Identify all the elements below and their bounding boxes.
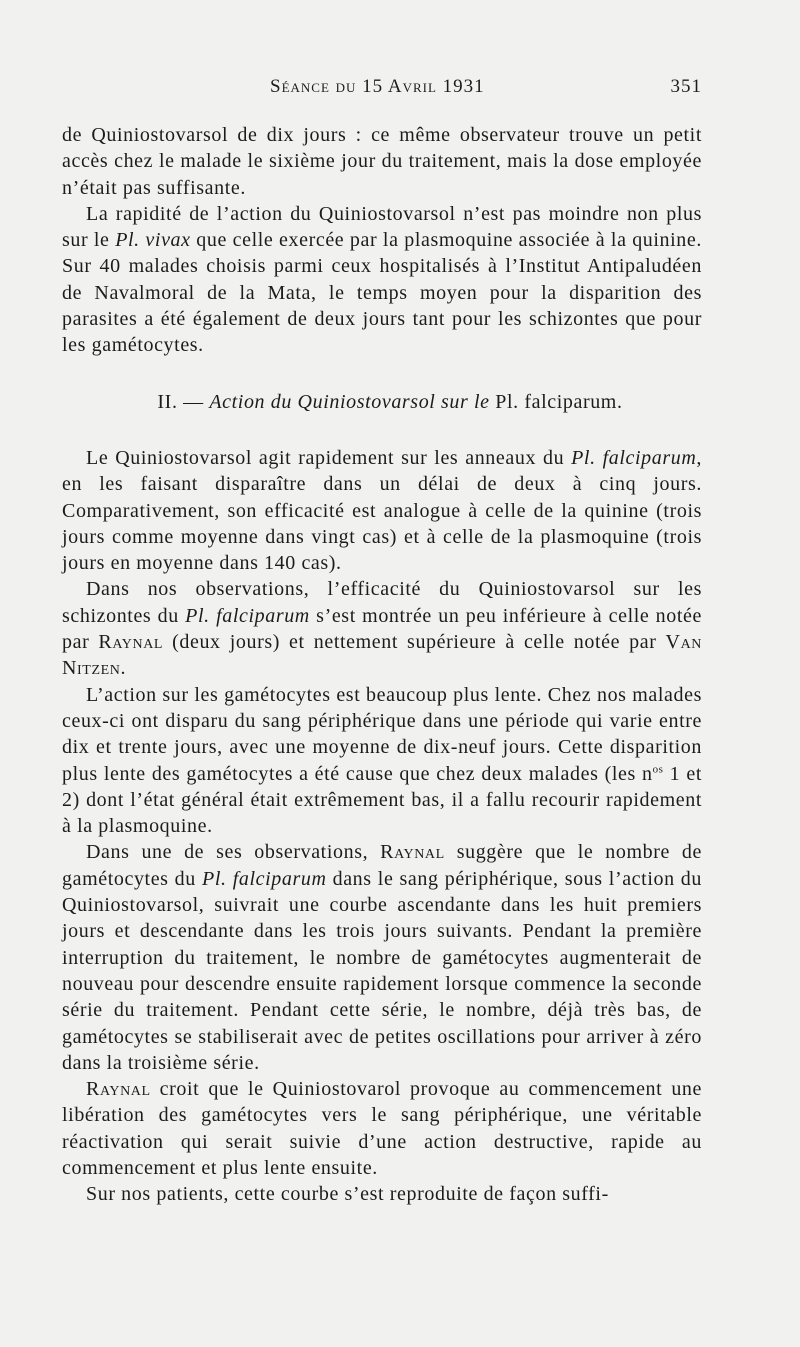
section-heading: [62, 389, 702, 415]
running-title: Séance du 15 Avril 1931: [270, 76, 485, 97]
superscript: os: [652, 762, 664, 775]
paragraph-4: [62, 576, 702, 681]
author-name: Van Nitzen: [62, 631, 702, 680]
paragraph-6: [62, 839, 702, 1076]
paragraph-2: [62, 201, 702, 359]
paragraph-2-text-a: La rapidité de l’action du Quiniostovarsol n’est pas moindre non plus sur le: [62, 202, 702, 252]
paragraph-8: [62, 1181, 702, 1207]
section-title-italic: Action du Quiniostovarsol sur le: [209, 390, 490, 413]
species-falciparum: Pl. falciparum: [202, 867, 327, 890]
paragraph-6-text-a: Dans une de ses observations,: [86, 841, 381, 864]
species-falciparum: Pl. falciparum: [571, 446, 697, 469]
paragraph-7: [62, 1076, 702, 1181]
paragraph-5-text-b: 1 et 2) dont l’état général était extrêmement bas, il a fallu recourir rapidement à la plasmoquine.: [62, 762, 703, 838]
running-head: [62, 76, 702, 102]
author-name: Raynal: [86, 1078, 151, 1101]
species-vivax: Pl. vivax: [115, 229, 191, 252]
paragraph-4-text-c: (deux jours) et nettement supérieure à celle notée par: [163, 631, 666, 654]
paragraph-8-text: Sur nos patients, cette courbe s’est reproduite de façon suffi-: [86, 1183, 609, 1206]
author-name: Raynal: [380, 841, 445, 864]
paragraph-5-text-a: L’action sur les gamétocytes est beaucoup plus lente. Chez nos malades ceux-ci ont disparu du sang périphérique dans une période qui varie entre dix et trente jours, avec une moyenne de dix-neuf jours. Cette disparition plus lente des gamétocytes a été cause que chez deux malades (les n: [62, 683, 702, 785]
paragraph-7-text-a: croit que le Quiniostovarol provoque au commencement une libération des gamétocytes vers le sang périphérique, une véritable réactivation qui serait suivie d’une action destructive, rapide au commencement et plus lente ensuite.: [62, 1078, 702, 1179]
author-name: Raynal: [98, 631, 164, 654]
paragraph-4-text-a: Dans nos observations, l’efficacité du Quiniostovarsol sur les schizontes du: [62, 578, 702, 627]
paragraph-4-text-b: s’est montrée un peu inférieure à celle notée par: [62, 604, 702, 654]
species-falciparum: Pl. falciparum: [185, 604, 310, 627]
paragraph-3-text-b: , en les faisant disparaître dans un délai de deux à cinq jours. Comparativement, son efficacité est analogue à celle de la quinine (trois jours comme moyenne dans vingt cas) et à celle de la plasmoquine (trois jours en moyenne dans 140 cas).: [62, 446, 702, 575]
paragraph-5: [62, 682, 702, 840]
paragraph-4-text-d: .: [120, 657, 127, 680]
section-number: II. —: [157, 390, 210, 413]
body-text: [62, 122, 702, 1208]
paragraph-3-text-a: Le Quiniostovarsol agit rapidement sur les anneaux du: [86, 446, 572, 469]
paragraph-6-text-c: dans le sang périphérique, sous l’action du Quiniostovarsol, suivrait une courbe ascendante dans les huit premiers jours et descendante dans les trois jours suivants. Pendant la première interruption du traitement, le nombre de gamétocytes augmenterait de nouveau pour descendre ensuite rapidement lorsque commence la seconde série du traitement. Pendant cette série, le nombre, déjà très bas, de gamétocytes se stabiliserait avec de petites oscillations pour arriver à zéro dans la troisième série.: [62, 867, 702, 1074]
paragraph-3: [62, 445, 702, 576]
paragraph-1-text: de Quiniostovarsol de dix jours : ce même observateur trouve un petit accès chez le malade le sixième jour du traitement, mais la dose employée n’était pas suffisante.: [62, 124, 702, 199]
paragraph-6-text-b: suggère que le nombre de gamétocytes du: [62, 841, 702, 890]
paragraph-1: [62, 122, 702, 201]
paragraph-2-text-b: que celle exercée par la plasmoquine associée à la quinine. Sur 40 malades choisis parmi ceux hospitalisés à l’Institut Antipaludéen de Navalmoral de la Mata, le temps moyen pour la disparition des parasites a été également de deux jours tant pour les schizontes que pour les gamétocytes.: [62, 229, 702, 357]
page-number: 351: [670, 76, 702, 97]
section-title-tail: Pl. falciparum.: [489, 390, 623, 413]
